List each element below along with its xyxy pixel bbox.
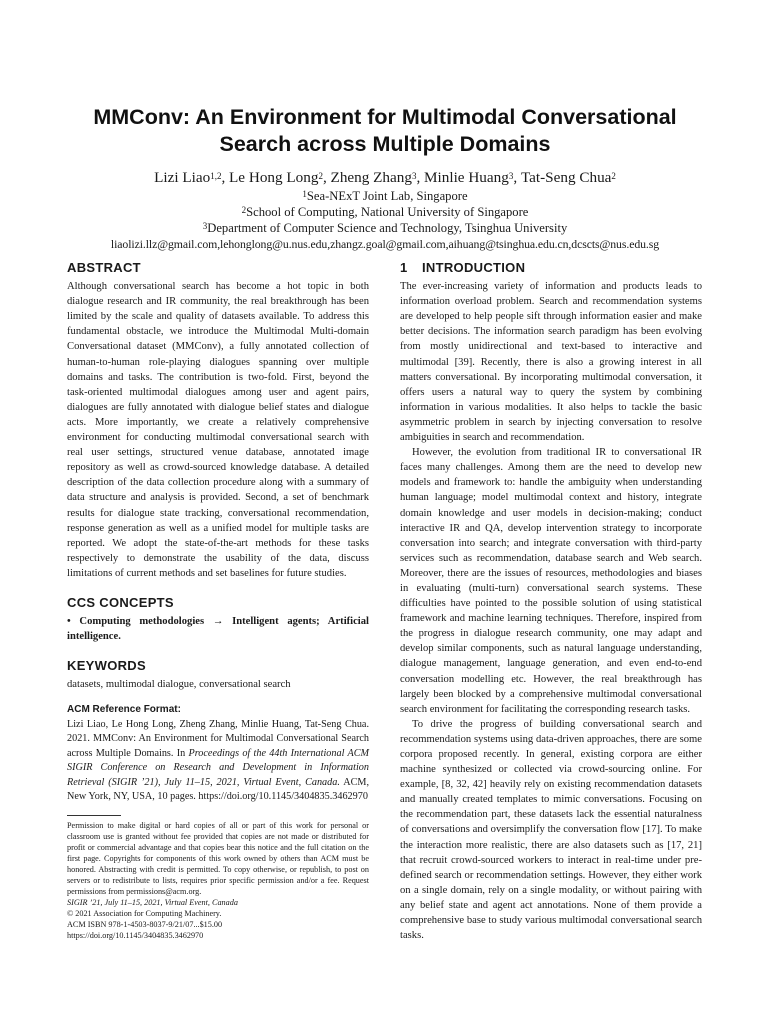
affiliation: $^2$School of Computing, National University of Singapore bbox=[241, 205, 529, 219]
permission-block bbox=[67, 820, 369, 941]
author: Le Hong Long$^2$, bbox=[229, 169, 331, 186]
isbn-line: ACM ISBN 978-1-4503-8037-9/21/07...$15.00 bbox=[67, 919, 223, 929]
right-column bbox=[400, 260, 702, 943]
acm-reference-text: Lizi Liao, Le Hong Long, Zheng Zhang, Minlie Huang, Tat-Seng Chua. 2021. MMConv: An Environment for Multimodal Conversational Search across Multiple Domains. In Proceedings of the 44th International ACM SIGIR Conference on Research and Development in Information Retrieval (SIGIR ’21), July 11–15, 2021, Virtual Event, Canada. ACM, New York, NY, USA, 10 pages. https://doi.org/10.1145/3404835.3462970 bbox=[67, 718, 370, 803]
author: Zheng Zhang$^3$, bbox=[330, 169, 425, 186]
introduction-heading: 1 INTRODUCTION bbox=[400, 260, 526, 275]
affiliation: $^3$Department of Computer Science and Technology, Tsinghua University bbox=[202, 221, 568, 235]
author: Minlie Huang$^3$, bbox=[424, 169, 521, 186]
acm-reference-heading: ACM Reference Format: bbox=[67, 704, 181, 716]
keywords-heading: KEYWORDS bbox=[67, 658, 146, 674]
keywords-section bbox=[67, 658, 369, 692]
copyright-line: © 2021 Association for Computing Machinery. bbox=[67, 908, 222, 918]
abstract-text: Although conversational search has become a hot topic in both dialogue research and IR community, the real breakthrough has been limited by the scale and quality of datasets available. To address this fundamental obstacle, we introduce the Multimodal Multi-domain Conversational dataset (MMConv), a fully annotated collection of human-to-human role-playing dialogues spanning over multiple domains and tasks. The contribution is two-fold. First, beyond the task-oriented multimodal dialogues among user and agent pairs, dialogues are fully annotated with dialogue belief states and dialogue acts. More importantly, we create a relatively comprehensive environment for conducting multimodal conversational search with real user settings, structured venue database, annotated image repository as well as crowd-sourced knowledge database. A detailed description of the data collection procedure along with a summary of data structure and analysis is provided. Second, a set of benchmark results for dialogue state tracking, conversational recommendation, response generation as well as a unified model for multiple tasks are reported. We adopt the state-of-the-art methods for these tasks respectively to demonstrate the usability of the data, discuss limitations of current methods and set baselines for future studies. bbox=[67, 281, 369, 579]
title-line-2: Search across Multiple Domains bbox=[219, 132, 551, 156]
intro-paragraph-2: However, the evolution from traditional IR to conversational IR faces many challenges. Among them are the need to develop new models and framework to: handle the ambiguity when understanding human language; model multimodal context and history, integrate domain knowledge and user models in decision-making; conduct interactive IR and QA, develop intervention strategy to incorporate conversation into search; and integrate conversation with third-party services such as recommendation, database search and Web search. Moreover, there are the issues of resources, methodologies and biases in evaluating (multi-turn) conversational search systems. These difficulties have pointed to the possible solution of using statistical framework and machine learning techniques. Therefore, inspired from the progress in dialogue research community, one may adapt and develop similar components, such as natural language understanding, dialogue management, language generation, and even end-to-end conversation modelling etc. However, the real breakthrough has largely been blocked by a comprehensive multimodal conversational search environment for facilitating the corresponding research tasks. bbox=[400, 447, 702, 715]
affiliation: $^1$Sea-NExT Joint Lab, Singapore bbox=[302, 189, 468, 203]
author-emails: liaolizi.llz@gmail.com,lehonglong@u.nus.edu,zhangz.goal@gmail.com,aihuang@tsinghua.edu.cn,dcscts@nus.edu.sg bbox=[110, 237, 660, 251]
ccs-heading: CCS CONCEPTS bbox=[67, 594, 174, 610]
left-column bbox=[67, 260, 369, 941]
author-list bbox=[40, 168, 730, 188]
paper-title bbox=[60, 104, 710, 158]
ccs-section bbox=[67, 595, 369, 644]
abstract-heading: ABSTRACT bbox=[67, 260, 141, 275]
doi-link[interactable]: https://doi.org/10.1145/3404835.3462970 bbox=[67, 930, 204, 940]
author: Tat-Seng Chua$^2$ bbox=[520, 169, 616, 186]
intro-paragraph-1: The ever-increasing variety of information and products leads to information overload problem. Search and recommendation systems are developed to help people sift through information easier and make better decisions. The information search paradigm has been evolving from mostly unidirectional and text-based to interactive and multimodal [39]. Recently, there is also a growing interest in all matters conversational. By incorporating multimodal conversation, it offers users a natural way to query the system by combining information in various modalities. It also helps to tackle the basic asymmetric problem in search by injecting conversation to resolve ambiguities in search and recommendation. bbox=[400, 281, 702, 444]
ccs-text: • Computing methodologies → Intelligent agents; Artificial intelligence. bbox=[67, 616, 369, 643]
venue-line: SIGIR ’21, July 11–15, 2021, Virtual Event, Canada bbox=[67, 897, 238, 907]
keywords-text: datasets, multimodal dialogue, conversational search bbox=[67, 679, 291, 691]
permission-text: Permission to make digital or hard copies of all or part of this work for personal or classroom use is granted without fee provided that copies are not made or distributed for profit or commercial advantage and that copies bear this notice and the full citation on the first page. Copyrights for components of this work owned by others than ACM must be honored. Abstracting with credit is permitted. To copy otherwise, or republish, to post on servers or to redistribute to lists, requires prior specific permission and/or a fee. Request permissions from permissions@acm.org. bbox=[67, 820, 369, 896]
title-line-1: MMConv: An Environment for Multimodal Conversational bbox=[93, 105, 677, 129]
intro-paragraph-3: To drive the progress of building conversational search and recommendation systems using data-driven approaches, there are some corpora proposed recently. In general, existing corpora are either machine synthesized or collected via crowd-sourcing online. For example, [8, 32, 42] heavily rely on existing recommendation datasets and manually created templates to mimic conversations. Focusing on the recommendation part, these datasets lack the essential naturalness of conversations and oversimplify the conversation flow [17]. To make the interaction more realistic, there are also datasets such as [17, 21] that recruit crowd-sourced workers to interact in real-time under pre-defined search or recommendation settings. However, they either work on a single domain, rely on a single modality, or without pairing with any belief state and agent act annotations. None of them provide a comprehensive base to study various multimodal conversational search tasks. bbox=[400, 718, 702, 942]
author: Lizi Liao$^{1,2}$, bbox=[154, 169, 230, 186]
footnote-rule bbox=[67, 815, 121, 816]
